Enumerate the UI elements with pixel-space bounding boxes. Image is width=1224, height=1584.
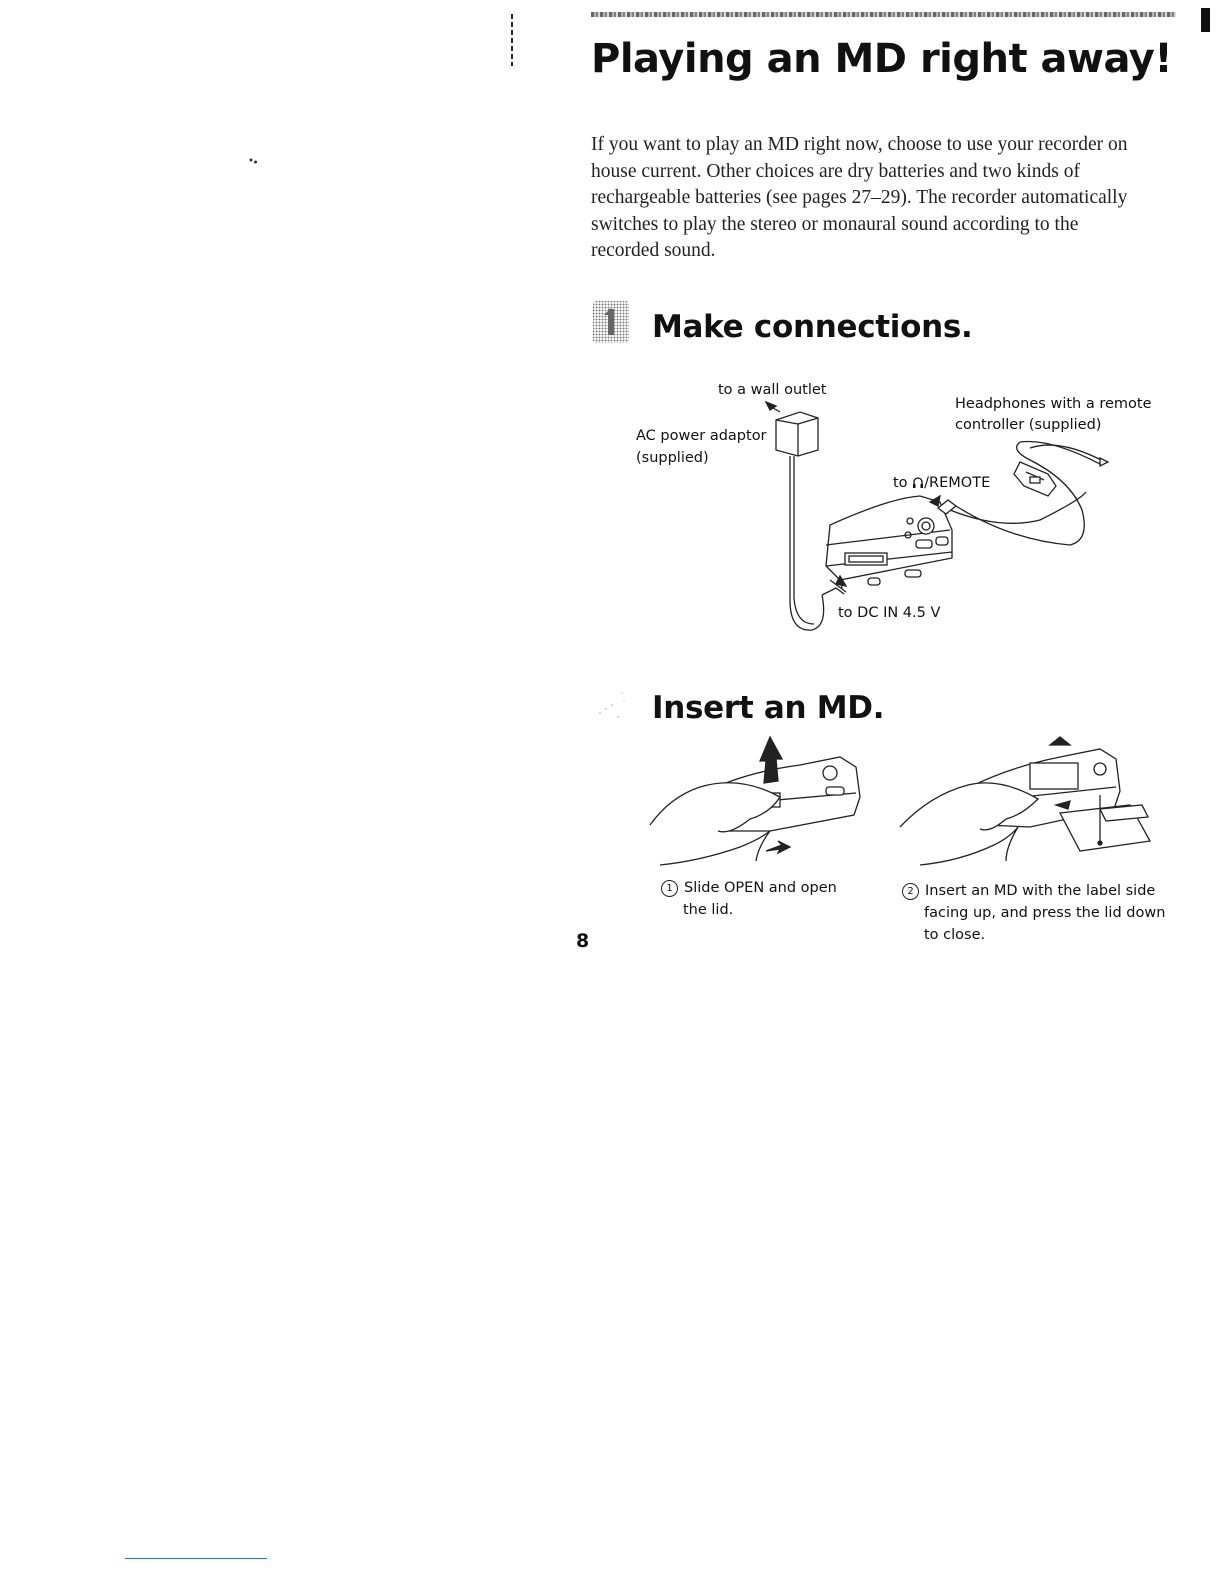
caption-number-1: 1 (661, 880, 678, 897)
intro-paragraph: If you want to play an MD right now, choose to use your recorder on house current. Other choices are dry batteries and two kinds of rechargeable batteries (see pages 27–29). The recorder automatically switches to play the stereo or monaural sound according to the recorded sound. (591, 134, 1128, 261)
label-remote: to /REMOTE (893, 475, 991, 491)
bottom-rule (125, 1558, 267, 1559)
md-recorder (826, 496, 952, 592)
label-adaptor-supplied: (supplied) (636, 450, 709, 466)
step-2-icon (592, 683, 630, 727)
page-title: Playing an MD right away! (591, 36, 1173, 82)
caption-line: to close. (924, 927, 986, 943)
caption-line: Insert an MD with the label side (925, 883, 1156, 899)
page-number: 8 (576, 930, 590, 952)
crop-mark (511, 14, 513, 66)
dc-plug (822, 588, 844, 595)
illustration-slide-open (650, 737, 860, 865)
insert-md-illustration (630, 735, 1190, 875)
label-dc-in: to DC IN 4.5 V (838, 605, 941, 621)
remote-cord (950, 441, 1100, 545)
label-headphones-supplied: controller (supplied) (955, 417, 1102, 433)
caption-step-2b (902, 880, 1165, 946)
connection-illustration (600, 380, 1200, 650)
caption-number-2: 2 (902, 883, 919, 900)
caption-line: the lid. (683, 902, 734, 918)
caption-step-2a (661, 877, 837, 921)
illustration-insert-disc (900, 737, 1150, 865)
caption-line: Slide OPEN and open (684, 880, 837, 896)
label-adaptor: AC power adaptor (636, 428, 767, 444)
label-wall-outlet: to a wall outlet (718, 382, 827, 398)
caption-line: facing up, and press the lid down (924, 905, 1166, 921)
ac-adaptor (776, 412, 818, 456)
scan-speck (249, 158, 258, 164)
label-headphones: Headphones with a remote (955, 396, 1152, 412)
edge-tab-marker (1201, 8, 1210, 32)
top-rule (591, 12, 1176, 17)
step-1-title: Make connections. (652, 309, 973, 345)
step-2-title: Insert an MD. (652, 690, 885, 726)
step-1-icon (592, 300, 630, 344)
